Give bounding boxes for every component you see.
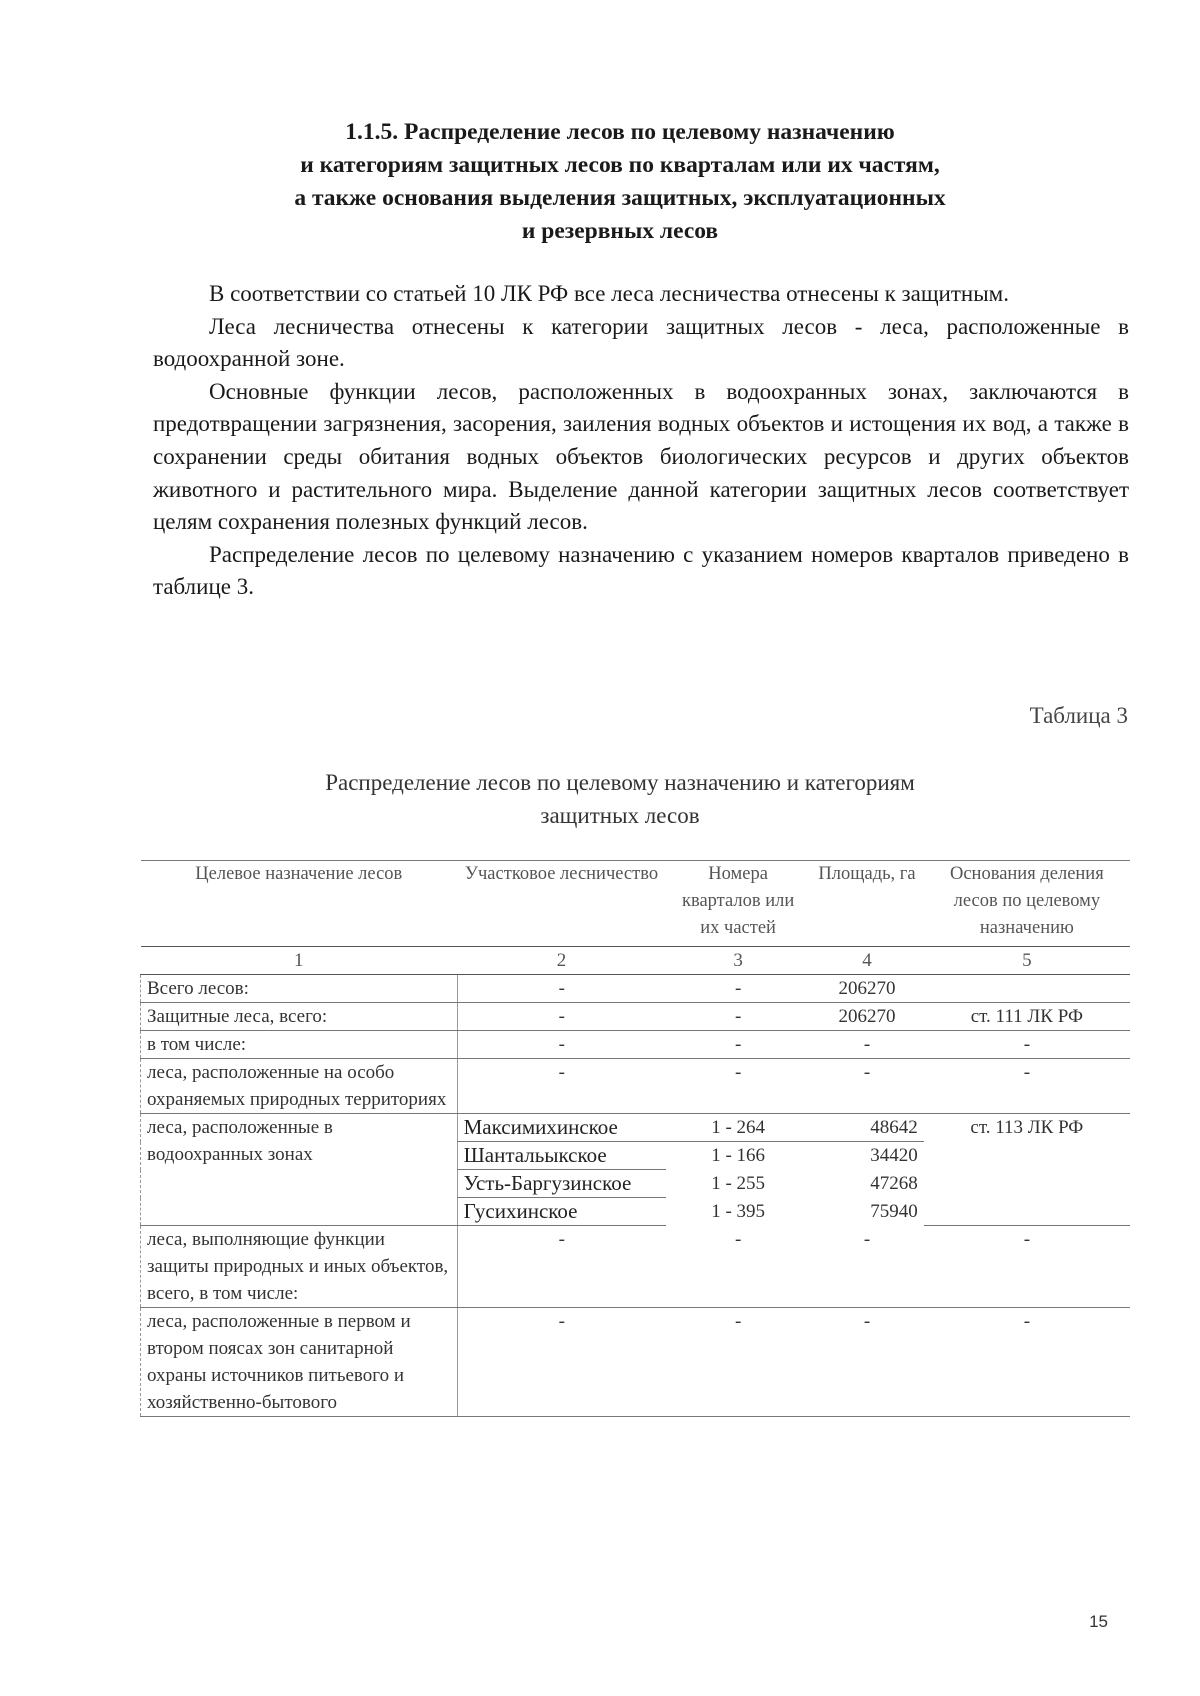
cell-district: - xyxy=(457,1308,666,1417)
heading-line-4: и резервных лесов xyxy=(521,218,719,244)
cell-district: Усть-Баргузинское xyxy=(457,1170,666,1198)
table-row xyxy=(141,1308,1131,1417)
cell-quarters: 1 - 395 xyxy=(711,1200,766,1222)
table-title-line-2: защитных лесов xyxy=(540,803,700,828)
cell-purpose: леса, расположенные в водоохранных зонах xyxy=(141,1114,458,1226)
body-text xyxy=(153,278,1129,604)
cell-quarters: - xyxy=(666,1226,810,1308)
column-number: 4 xyxy=(810,947,923,975)
cell-district: - xyxy=(457,1059,666,1114)
cell-purpose: леса, расположенные в первом и втором поясах зон санитарной охраны источников питьевого и хозяйственно-бытового xyxy=(141,1308,458,1417)
cell-area: - xyxy=(810,1226,923,1308)
table-row xyxy=(141,1226,1131,1308)
table-header-row xyxy=(141,861,1131,947)
cell-district: Гусихинское xyxy=(457,1198,666,1226)
cell-area: - xyxy=(810,1059,923,1114)
cell-quarters: 1 - 166 xyxy=(711,1145,766,1166)
table-row xyxy=(141,1059,1131,1114)
cell-area: - xyxy=(810,1308,923,1417)
cell-purpose: в том числе: xyxy=(141,1031,458,1059)
table-title xyxy=(150,766,1090,832)
cell-purpose: Всего лесов: xyxy=(141,975,458,1003)
cell-district: - xyxy=(457,975,666,1003)
cell-basis: - xyxy=(924,1059,1130,1114)
column-number: 5 xyxy=(924,947,1130,975)
section-heading xyxy=(150,116,1090,248)
cell-purpose: леса, расположенные на особо охраняемых природных территориях xyxy=(141,1059,458,1114)
paragraph: Леса лесничества отнесены к категории защитных лесов - леса, расположенные в водоохранной зоне. xyxy=(153,313,1129,372)
cell-quarters: - xyxy=(666,1003,810,1031)
column-number: 1 xyxy=(141,947,458,975)
heading-line-3: а также основания выделения защитных, эксплуатационных xyxy=(294,185,946,211)
cell-basis: - xyxy=(924,1226,1130,1308)
header-quarters: Номера кварталов или их частей xyxy=(666,861,810,947)
cell-quarters: - xyxy=(666,1031,810,1059)
column-number: 2 xyxy=(457,947,666,975)
cell-district: Максимихинское xyxy=(457,1114,666,1142)
heading-line-2: и категориям защитных лесов по кварталам или их частям, xyxy=(300,152,940,178)
cell-basis: - xyxy=(924,1308,1130,1417)
cell-area: 47268 xyxy=(870,1172,918,1194)
page-number: 15 xyxy=(1089,1612,1108,1631)
cell-quarters: - xyxy=(666,975,810,1003)
cell-district: - xyxy=(457,1226,666,1308)
cell-quarters: - xyxy=(666,1059,810,1114)
cell-district: Шантальыкское xyxy=(457,1142,666,1170)
table-number: Таблица 3 xyxy=(1029,703,1128,728)
header-purpose: Целевое назначение лесов xyxy=(141,861,458,947)
cell-area: 34420 xyxy=(870,1145,918,1166)
cell-district: - xyxy=(457,1003,666,1031)
paragraph: В соответствии со статьей 10 ЛК РФ все леса лесничества отнесены к защитным. xyxy=(209,281,1009,306)
header-area: Площадь, га xyxy=(810,861,923,947)
cell-area: 206270 xyxy=(810,975,923,1003)
table-row xyxy=(141,1114,1131,1142)
table-row xyxy=(141,975,1131,1003)
cell-basis: - xyxy=(924,1031,1130,1059)
cell-area: - xyxy=(810,1031,923,1059)
cell-purpose: Защитные леса, всего: xyxy=(141,1003,458,1031)
heading-line-1: 1.1.5. Распределение лесов по целевому назначению xyxy=(345,119,895,145)
cell-quarters: - xyxy=(666,1308,810,1417)
cell-basis: ст. 111 ЛК РФ xyxy=(924,1003,1130,1031)
cell-basis: ст. 113 ЛК РФ xyxy=(924,1114,1130,1226)
table-row xyxy=(141,1003,1131,1031)
table-title-line-1: Распределение лесов по целевому назначению и категориям xyxy=(325,770,915,795)
cell-area: 206270 xyxy=(810,1003,923,1031)
cell-quarters: 1 - 264 xyxy=(666,1114,810,1142)
paragraph: Распределение лесов по целевому назначению с указанием номеров кварталов приведено в таблице 3. xyxy=(153,541,1129,600)
column-number-row xyxy=(141,947,1131,975)
forest-distribution-table xyxy=(140,860,1130,1417)
paragraph: Основные функции лесов, расположенных в водоохранных зонах, заключаются в предотвращении загрязнения, засорения, заиления водных объектов и истощения их вод, а также в сохранении среды обитания водных объектов биологических ресурсов и других объектов животного и растительного мира. Выделение данной категории защитных лесов соответствует целям сохранения полезных функций лесов. xyxy=(153,378,1129,535)
cell-area: 75940 xyxy=(870,1200,918,1222)
header-basis: Основания деления лесов по целевому назначению xyxy=(924,861,1130,947)
cell-area: 48642 xyxy=(810,1114,923,1142)
cell-purpose: леса, выполняющие функции защиты природных и иных объектов, всего, в том числе: xyxy=(141,1226,458,1308)
table-row xyxy=(141,1031,1131,1059)
cell-basis xyxy=(924,975,1130,1003)
header-district: Участковое лесничество xyxy=(457,861,666,947)
cell-quarters: 1 - 255 xyxy=(711,1172,766,1194)
cell-district: - xyxy=(457,1031,666,1059)
column-number: 3 xyxy=(666,947,810,975)
